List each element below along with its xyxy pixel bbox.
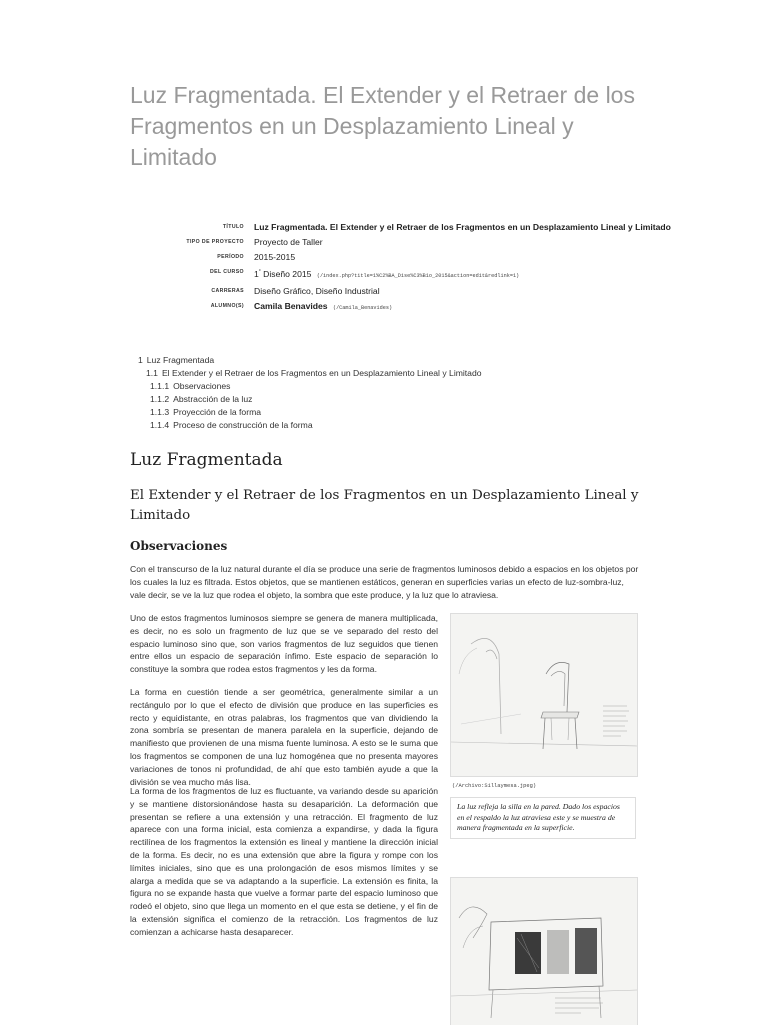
meta-row-curso bbox=[130, 265, 730, 284]
toc-label: Luz Fragmentada bbox=[146, 355, 215, 365]
project-info-table bbox=[130, 220, 730, 316]
meta-value-titulo: Luz Fragmentada. El Extender y el Retraer de los Fragmentos en un Desplazamiento Lineal y Limitado bbox=[254, 222, 671, 232]
page-title: Luz Fragmentada. El Extender y el Retraer de los Fragmentos en un Desplazamiento Lineal y Limitado bbox=[130, 82, 635, 170]
toc-label: Proceso de construcción de la forma bbox=[173, 420, 313, 430]
toc-item-1-1-1[interactable] bbox=[138, 380, 482, 393]
meta-row-alumnos bbox=[130, 299, 730, 316]
course-name: Diseño 2015 bbox=[260, 268, 312, 279]
student-url: (/Camila_Benavides) bbox=[332, 304, 393, 311]
toc-item-1-1-4[interactable] bbox=[138, 419, 482, 432]
figure-file-link[interactable]: (/Archivo:Sillaymesa.jpeg) bbox=[452, 783, 537, 789]
meta-value-carreras: Diseño Gráfico, Diseño Industrial bbox=[254, 285, 380, 296]
paragraph-3: La forma en cuestión tiende a ser geométrica, generalmente similar a un rectángulo por lo que el efecto de división que produce en las superficies es recto y equidistante, en otras palabras, los fragmentos que van dividiendo la zona sombría se presentan de manera paralela en la superficie, dejando de manifiesto que provienen de una misma fuente luminosa. A esto se le suma que los fragmentos se componen de una luz homogénea que no presenta mayores variaciones de tonos ni profundidad, de ahí que esto también ayude a que la división se vea mucho más lisa. bbox=[130, 687, 438, 787]
toc-label: Proyección de la forma bbox=[173, 407, 262, 417]
meta-value-alumnos bbox=[254, 299, 730, 316]
toc-item-1-1-3[interactable] bbox=[138, 406, 482, 419]
table-sketch-drawing bbox=[451, 878, 637, 1025]
toc-number: 1.1.2 bbox=[150, 394, 170, 404]
toc-number: 1.1 bbox=[146, 368, 158, 378]
toc-number: 1 bbox=[138, 355, 143, 365]
toc-item-1-1[interactable] bbox=[138, 367, 482, 380]
meta-value-tipo: Proyecto de Taller bbox=[254, 237, 323, 247]
meta-label-alumnos: ALUMNO(S) bbox=[210, 302, 244, 309]
meta-label-titulo: TÍTULO bbox=[222, 224, 244, 230]
toc-number: 1.1.3 bbox=[150, 407, 170, 417]
table-of-contents bbox=[138, 354, 482, 432]
toc-label: El Extender y el Retraer de los Fragmentos en un Desplazamiento Lineal y Limitado bbox=[161, 368, 482, 378]
course-ordinal: ° bbox=[258, 269, 261, 275]
paragraph-4: La forma de los fragmentos de luz es fluctuante, va variando desde su aparición y se mantiene distorsionándose hasta su desaparición. La deformación que presentan se refiere a una extensión y una retracción. El fragmento de luz aparece con una forma inicial, esta comienza a expandirse, y dada la figura rectilínea de los fragmentos la extensión es lineal y mantiene la dirección inicial de la forma. Es decir, no es una extensión que abre la figura y rompe con los límites iniciales, sino que es una prolongación de esos mismos límites y se alarga a medida que se va adaptando a la superficie. La extensión es finita, la figura no se expande hasta que vuelve a formar parte del espacio luminoso que rodeó el objeto, sino que llega un momento en el que esta se detiene, y el fin de la extensión significa el comienzo de la retracción. Los fragmentos de luz comienzan a achicarse hasta desaparecer. bbox=[130, 786, 438, 937]
toc-label: Observaciones bbox=[173, 381, 231, 391]
student-link[interactable]: Camila Benavides bbox=[254, 300, 328, 311]
subsection-heading: El Extender y el Retraer de los Fragmentos en un Desplazamiento Lineal y Limitado bbox=[130, 488, 639, 523]
paragraph-1: Con el transcurso de la luz natural durante el día se produce una serie de fragmentos luminosos debido a espacios en los objetos por los cuales la luz es filtrada. Estos objetos, que se mantienen estáticos, generan en superficies varias un efecto de luz-sombra-luz, vale decir, se ve la luz que rodea el objeto, la sombra que este produce, y la luz que lo atraviesa. bbox=[130, 564, 639, 600]
course-number: 1 bbox=[254, 268, 259, 279]
toc-item-1-1-2[interactable] bbox=[138, 393, 482, 406]
subsubsection-heading: Observaciones bbox=[130, 539, 228, 553]
course-link[interactable] bbox=[254, 269, 311, 279]
paragraph-2: Uno de estos fragmentos luminosos siempre se genera de manera multiplicada, es decir, no es solo un fragmento de luz que se ve separado del resto del espacio luminoso sino que, son varios fragmentos de luz seguidos que tienen entre ellos un espacio de separación ínfimo. Este espacio de separación lo constituye la sombra que rodea estos fragmentos y les da forma. bbox=[130, 613, 438, 675]
meta-row-carreras bbox=[130, 284, 730, 299]
meta-label-tipo: TIPO DE PROYECTO bbox=[186, 239, 244, 245]
section-heading: Luz Fragmentada bbox=[130, 450, 283, 470]
meta-row-tipo bbox=[130, 235, 730, 250]
figure-caption: La luz refleja la silla en la pared. Dado los espacios en el respaldo la luz atraviesa este y se muestra de manera fragmentada en la superficie. bbox=[450, 797, 636, 839]
figure-chair-sketch[interactable] bbox=[450, 613, 638, 777]
meta-row-periodo bbox=[130, 250, 730, 265]
meta-label-carreras: CARRERAS bbox=[211, 287, 244, 294]
toc-number: 1.1.1 bbox=[150, 381, 170, 391]
meta-label-curso: DEL CURSO bbox=[209, 269, 244, 275]
toc-item-1[interactable] bbox=[138, 354, 482, 367]
course-url: (/index.php?title=1%C2%BA_Dise%C3%B1o_2015&action=edit&redlink=1) bbox=[316, 272, 520, 279]
meta-label-periodo: PERÍODO bbox=[217, 254, 244, 260]
toc-label: Abstracción de la luz bbox=[173, 394, 253, 404]
meta-value-curso bbox=[254, 265, 730, 284]
toc-number: 1.1.4 bbox=[150, 420, 170, 430]
figure-table-sketch[interactable] bbox=[450, 877, 638, 1025]
meta-value-periodo: 2015-2015 bbox=[254, 252, 296, 262]
meta-row-titulo bbox=[130, 220, 730, 235]
chair-sketch-drawing bbox=[451, 614, 637, 776]
